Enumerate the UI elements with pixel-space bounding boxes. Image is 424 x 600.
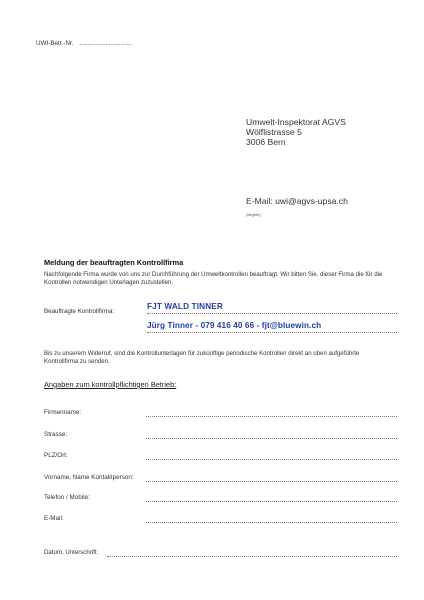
firm-name-value[interactable]: FJT WALD TINNER (147, 302, 223, 311)
section-title: Meldung der beauftragten Kontrollfirma (44, 258, 184, 267)
field-line-firmenname[interactable] (146, 416, 397, 417)
recipient-email: E-Mail: uwi@agvs-upsa.ch (246, 196, 348, 206)
firm-label: Beauftragte Kontrollfirma: (44, 308, 115, 315)
intro-paragraph: Nachfolgende Firma wurde von uns zur Durchführung der Umweltkontrollen beauftragt. Wir bitten Sie, dieser Firma die für die Kontrollen notwendigen Unterlagen zuzustellen. (44, 271, 383, 287)
field-line-plz-ort[interactable] (146, 459, 397, 460)
field-label-email: E-Mail: (44, 515, 64, 522)
signature-line[interactable] (107, 556, 397, 557)
recipient-line-2: Wölflistrasse 5 (246, 127, 302, 137)
field-label-telefon: Telefon / Mobile: (44, 494, 90, 501)
field-line-strasse[interactable] (146, 438, 397, 439)
betr-nr-label: UWI-Betr.-Nr. (36, 40, 74, 47)
betr-nr-field[interactable]: ................................ (79, 40, 132, 47)
angaben-title: Angaben zum kontrollpflichtigen Betrieb: (44, 380, 177, 389)
field-line-email[interactable] (146, 522, 397, 523)
file-path-footnote: [illegible] (246, 213, 261, 217)
field-label-firmenname: Firmenname: (44, 409, 82, 416)
field-line-kontaktperson[interactable] (146, 481, 397, 482)
field-label-strasse: Strasse: (44, 431, 68, 438)
firm-contact-value[interactable]: Jürg Tinner - 079 416 40 66 - fjt@bluewin.ch (147, 321, 322, 330)
field-label-plz-ort: PLZ/Ort: (44, 452, 68, 459)
widerruf-paragraph: Bis zu unserem Widerruf, sind die Kontrollunterlagen für zukünftige periodische Kontrollen direkt an oben aufgeführte Kontrollfirma zu senden. (44, 350, 360, 366)
betr-nr-line (36, 40, 132, 47)
recipient-line-3: 3006 Bern (246, 137, 286, 147)
signature-label: Datum, Unterschrift: (44, 549, 99, 556)
firm-contact-line (147, 332, 397, 333)
field-label-kontaktperson: Vorname, Name Kontaktperson: (44, 474, 134, 481)
recipient-line-1: Umwelt-Inspektorat AGVS (246, 117, 346, 127)
recipient-address (246, 117, 346, 147)
field-line-telefon[interactable] (146, 501, 397, 502)
firm-name-line (147, 313, 397, 314)
